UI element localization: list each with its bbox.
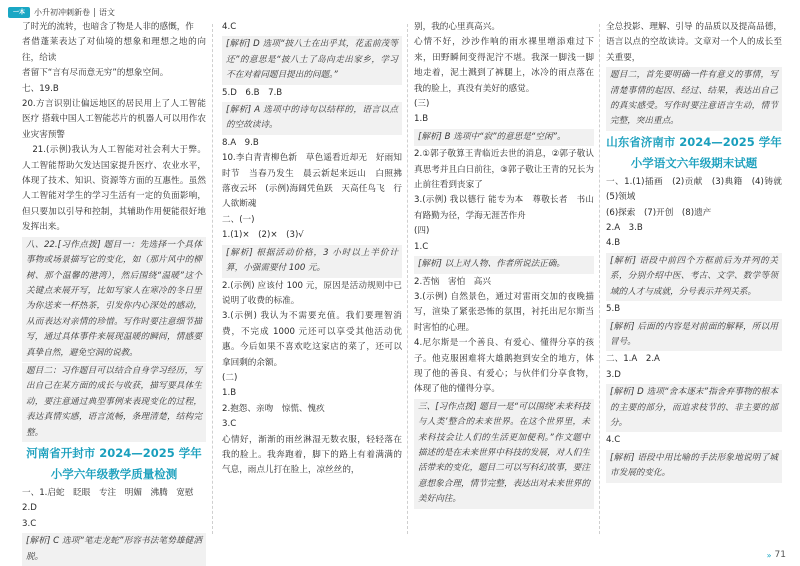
subject-label: 语文 <box>99 7 115 17</box>
answer-line: 2.A 3.B <box>606 223 643 234</box>
answer-line: 4.C <box>606 435 621 446</box>
answer-line: 2.苦恼 害怕 高兴 <box>414 276 491 287</box>
answer-line: 3.(示例) 自然景色，通过对雷雨交加的夜晚描写，渲染了紧张恐怖的氛围，衬托出尼尔斯当时害怕的心理。 <box>414 291 594 333</box>
answer-line: 5.B <box>606 304 621 315</box>
column-3 <box>414 20 594 540</box>
answer-line: 一、1.启蛇 眨眼 专注 明媚 沸腾 宽慰 <box>22 487 194 498</box>
analysis-note: [解析] 后面的内容是对前面的解释，所以用冒号。 <box>606 319 782 352</box>
answer-line: 4.尼尔斯是一个善良、有爱心、懂得分享的孩子。他克服困难将大雄鹅抱到安全的地方，体现了他的善良、有爱心；与伙伴们分享食物，体现了他的懂得分享。 <box>414 338 594 395</box>
answer-line: 10.李白青青柳色新 草色遥看近却无 好雨知时节 当春乃发生 晨云新起来远山 白照拂落夜云坏 (示例)海阔凭鱼跃 天高任鸟飞 行人欲断魂 <box>222 153 402 210</box>
page-header <box>8 4 115 20</box>
column-divider <box>212 24 213 534</box>
answer-line: 1.(1)× (2)× (3)√ <box>222 230 304 241</box>
column-divider <box>407 24 408 534</box>
answer-line: 3.(示例) 我以德行 能专为本 尊敬长者 书山有路勤为径，学海无涯苦作舟 <box>414 195 594 221</box>
column-1 <box>22 20 206 562</box>
answer-line: 了时光的流转，也暗含了物是人非的感慨，作 <box>22 22 194 32</box>
answer-line: 4.B <box>606 238 621 249</box>
section-title: 山东省济南市 2024—2025 学年 <box>606 134 782 149</box>
answer-line: 2.D <box>22 503 37 514</box>
answer-line: 二、1.A 2.A <box>606 354 660 365</box>
analysis-note: [解析] C 选项“笔走龙蛇”形容书法笔势雄健洒脱。 <box>22 533 206 566</box>
answer-line: (四) <box>414 226 430 237</box>
column-4 <box>606 20 791 540</box>
answer-line: 二、(一) <box>222 214 255 225</box>
answer-line: 3.C <box>222 419 237 430</box>
analysis-note: 题目二，首先要明确一件有意义的事情，写清楚事情的起因、经过、结果，表达出自己的真实感受。写作时要注意语言生动，情节完整，突出重点。 <box>606 67 782 131</box>
double-chevron-icon: » <box>766 550 772 560</box>
answer-line: 心情好，渐渐的雨丝淋湿无数衣服，轻轻落在我的脸上。我奔跑着，脚下的路上有着满满的气息，雨点儿打在脸上，凉丝丝的， <box>222 434 402 476</box>
answer-line: 3.D <box>606 369 621 380</box>
analysis-note: [解析] 语段中用比喻的手法形象地说明了城市发展的变化。 <box>606 450 782 483</box>
brand-logo: 一本 <box>8 7 30 18</box>
answer-line: 2.(示例) 应该付 100 元，原因是活动规则中已说明了收费的标准。 <box>222 280 402 306</box>
answer-line: 1.C <box>414 241 429 252</box>
answer-line: 1.B <box>414 114 429 125</box>
analysis-note: 八、22.[习作点拨] 题目一：先选择一个具体事物或场景描写它的变化，如（那片风中的柳树、那个温馨的港湾），然后围绕“温暖”这个关键点来展开写，比如写家人在寒冷的冬日里为你送来一杯热茶，引发你内心深处的感动，从而表达对亲情的珍惜。写作时要注意细节描写，通过具体事件来展现温暖的瞬间，情感要真挚自然，避免空洞的说教。 <box>22 237 206 362</box>
section-title: 小学语文六年级期末试题 <box>630 155 758 170</box>
section-title: 河南省开封市 2024—2025 学年 <box>26 445 202 460</box>
answer-line: 1.B <box>222 388 237 399</box>
answer-line: 20.方言识别让偏远地区的居民用上了人工智能医疗 搭载中国人工智能芯片的机器人可以用作农业灾害预警 <box>22 99 206 140</box>
answer-line: 心情不好，沙沙作响的雨水裸里增添难过下来，田野瞬间变得泥泞不堪。我深一脚浅一脚地走着，泥土溅到了裤腿上，冰冷的雨点落在我的脸上，真没有美好的感觉。 <box>414 37 594 94</box>
analysis-note: [解析] B 选项中“寂”的意思是“空闲”。 <box>414 129 594 146</box>
answer-line: 8.A 9.B <box>222 137 259 148</box>
answer-line: 3.C <box>22 518 37 529</box>
answer-line: 者留下“言有尽而意无穷”的想象空间。 <box>22 68 169 79</box>
column-2 <box>222 20 402 540</box>
answer-line: 4.C <box>222 22 237 32</box>
analysis-note: [解析] 语段中前四个方框前后为并列的关系，分别介绍中医、考古、文学、数学等领域的人才与成就，分号表示并列关系。 <box>606 253 782 301</box>
answer-line: 一、1.(1)插画 (2)贡献 (3)典籍 (4)铸就 (5)领域 <box>606 176 791 203</box>
answer-line: 2.①郭子敬算王青临近去世的消息，②郭子敬认真思考并且白日前往，③郭子敬让王青的兄长为止前往看到丧家了 <box>414 149 594 191</box>
brand-name: 小升初冲刺新卷 <box>34 7 90 17</box>
answer-line: 5.D 6.B 7.B <box>222 87 283 98</box>
answer-line: (三) <box>414 99 430 110</box>
answer-line: 七、19.B <box>22 83 59 94</box>
analysis-note: [解析] 根据活动价格，3 小时以上半价计算，小强需要付 100 元。 <box>222 245 402 278</box>
analysis-note: [解析] A 选项中的诗句以结样的，语言以点的空故读诗。 <box>222 102 402 135</box>
column-divider <box>599 24 600 534</box>
answer-line: 21.(示例)我认为人工智能对社会利大于弊。人工智能帮助欠发达国家提升医疗、农业水平，体现了技术、知识、资源等方面的互惠性。虽然人工智能对学生的学习生活有一定的负面影响，但只要加以引导和控制，其辅助作用便能很好地发挥出来。 <box>22 145 206 233</box>
analysis-note: 题目二：习作题目可以结合自身学习经历，写出自己在某方面的成长与收获，描写要具体生动，要注意通过典型事例来表现变化的过程，表达真情实感，语言流畅，条理清楚，结构完整。 <box>22 363 206 442</box>
page-number: » 71 <box>766 550 786 560</box>
answer-line: 2.抱怨、亲吻 惊慌、愧疚 <box>222 403 325 414</box>
analysis-note: 三、[习作点拨] 题目一是“可以围绕‘未来科技与人类’整合的未来世界。在这个世界里，未来科技会让人们的生活更加便利。”作文题中描述的是在未来世界中科技的发展，对人们生活带来的变化，题目二可以写科幻故事，要注意想象合理，情节完整，表达出对未来世界的美好向往。 <box>414 399 594 509</box>
answer-line: 别，我的心里真高兴。 <box>414 22 500 32</box>
header-divider <box>94 8 95 17</box>
analysis-note: [解析] D 选项“舍本逐末”指舍弃事物的根本的主要的部分，而追求枝节的、非主要的部分。 <box>606 384 782 432</box>
answer-line: 全总投影、理解、引导 的品质以及提高品德，语言以点的空故读诗。文章对一个人的成长至关重要， <box>606 22 782 63</box>
answer-line: 者借蓬莱表达了对仙境的想象和理想之地的向往，给读 <box>22 37 206 63</box>
answer-line: (6)探索 (7)开创 (8)遗产 <box>606 207 712 218</box>
section-title: 小学六年级教学质量检测 <box>50 466 178 481</box>
analysis-note: [解析] 以上对人物、作者所说法正确。 <box>414 256 594 273</box>
answer-line: (二) <box>222 372 238 383</box>
analysis-note: [解析] D 选项“披八土在出乎其，花孟前茂等还”的意思是“披八土了岛向走出家乡，学习不在对着同题目提出的问题。” <box>222 36 402 84</box>
answer-line: 3.(示例) 我认为不需要充值。我们要理智消费，不完成 1000 元还可以享受其他活动优惠。今后如果不喜欢吃这家店的菜了，还可以拿回剩的余额。 <box>222 311 402 368</box>
